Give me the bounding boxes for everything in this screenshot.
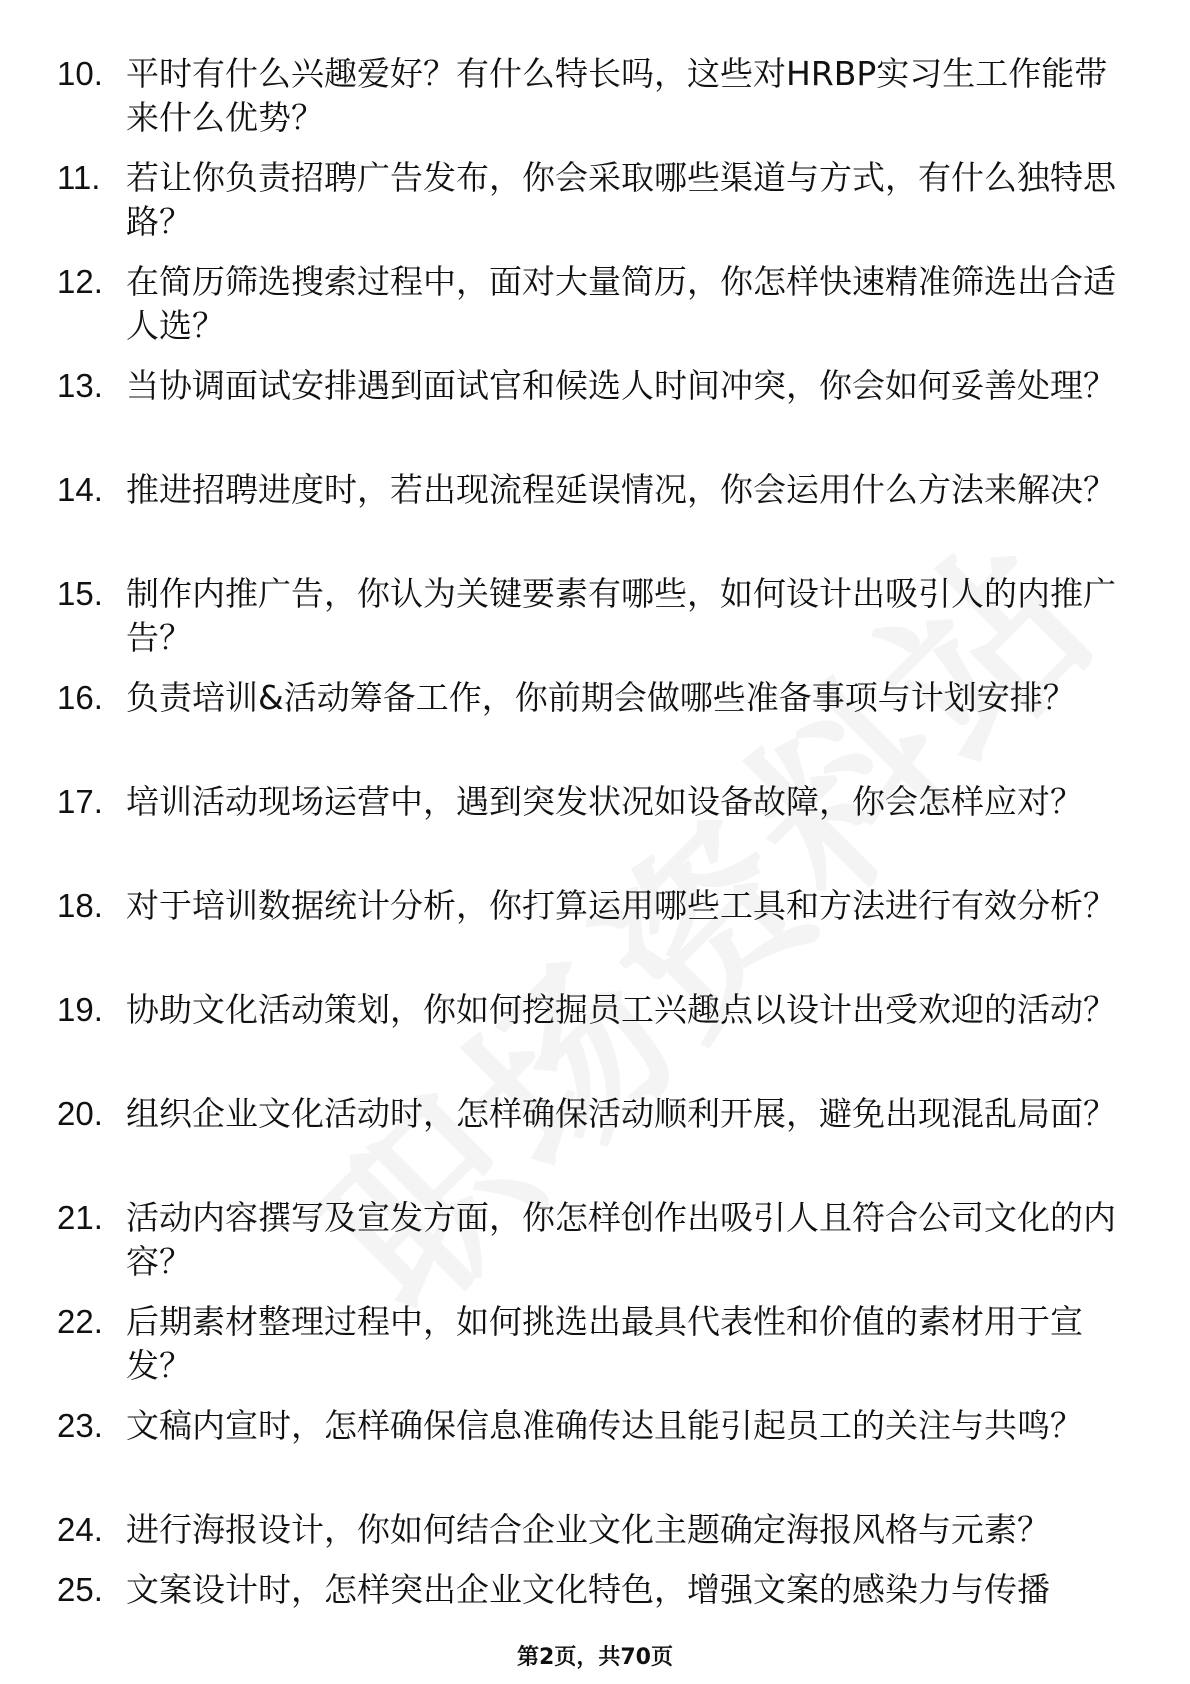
question-number: 13.: [57, 367, 103, 404]
question-item: [0, 1300, 1190, 1404]
question-text: 后期素材整理过程中，如何挑选出最具代表性和价值的素材用于宣发？: [126, 1302, 1083, 1385]
question-text: 在简历筛选搜索过程中，面对大量简历，你怎样快速精准筛选出合适人选？: [126, 262, 1116, 345]
question-number: 11.: [57, 159, 101, 196]
question-item: [0, 1404, 1190, 1508]
question-text: 活动内容撰写及宣发方面，你怎样创作出吸引人且符合公司文化的内容？: [126, 1198, 1116, 1281]
question-text: 平时有什么兴趣爱好？有什么特长吗，这些对HRBP实习生工作能带来什么优势？: [126, 54, 1108, 137]
question-item: [0, 988, 1190, 1092]
question-item: [0, 1092, 1190, 1196]
question-number: 19.: [57, 991, 103, 1028]
question-number: 14.: [57, 471, 103, 508]
question-text: 当协调面试安排遇到面试官和候选人时间冲突，你会如何妥善处理？: [126, 366, 1116, 405]
question-list: [0, 52, 1190, 1628]
question-number: 18.: [57, 887, 103, 924]
question-number: 10.: [57, 55, 103, 92]
question-number: 24.: [57, 1511, 103, 1548]
question-number: 22.: [57, 1303, 103, 1340]
question-number: 20.: [57, 1095, 103, 1132]
question-item: [0, 1508, 1190, 1568]
question-number: 23.: [57, 1407, 103, 1444]
question-text: 文案设计时，怎样突出企业文化特色，增强文案的感染力与传播: [126, 1570, 1050, 1609]
question-text: 培训活动现场运营中，遇到突发状况如设备故障，你会怎样应对？: [126, 782, 1083, 821]
question-item: [0, 52, 1190, 156]
question-number: 12.: [57, 263, 103, 300]
page-footer: 第2页，共70页: [517, 1645, 673, 1670]
question-item: [0, 260, 1190, 364]
question-number: 17.: [57, 783, 103, 820]
question-text: 推进招聘进度时，若出现流程延误情况，你会运用什么方法来解决？: [126, 470, 1116, 509]
question-number: 15.: [57, 575, 103, 612]
question-item: [0, 156, 1190, 260]
question-item: [0, 364, 1190, 468]
question-item: [0, 780, 1190, 884]
question-text: 制作内推广告，你认为关键要素有哪些，如何设计出吸引人的内推广告？: [126, 574, 1116, 657]
question-text: 负责培训&活动筹备工作，你前期会做哪些准备事项与计划安排？: [126, 678, 1076, 717]
question-item: [0, 1568, 1190, 1628]
question-item: [0, 676, 1190, 780]
question-text: 对于培训数据统计分析，你打算运用哪些工具和方法进行有效分析？: [126, 886, 1116, 925]
question-number: 25.: [57, 1571, 103, 1608]
question-text: 进行海报设计，你如何结合企业文化主题确定海报风格与元素？: [126, 1510, 1050, 1549]
question-number: 16.: [57, 679, 103, 716]
question-number: 21.: [57, 1199, 103, 1236]
question-item: [0, 468, 1190, 572]
question-text: 协助文化活动策划，你如何挖掘员工兴趣点以设计出受欢迎的活动？: [126, 990, 1116, 1029]
question-item: [0, 572, 1190, 676]
question-text: 组织企业文化活动时，怎样确保活动顺利开展，避免出现混乱局面？: [126, 1094, 1116, 1133]
question-item: [0, 1196, 1190, 1300]
question-text: 文稿内宣时，怎样确保信息准确传达且能引起员工的关注与共鸣？: [126, 1406, 1083, 1445]
question-item: [0, 884, 1190, 988]
question-text: 若让你负责招聘广告发布，你会采取哪些渠道与方式，有什么独特思路？: [126, 158, 1116, 241]
